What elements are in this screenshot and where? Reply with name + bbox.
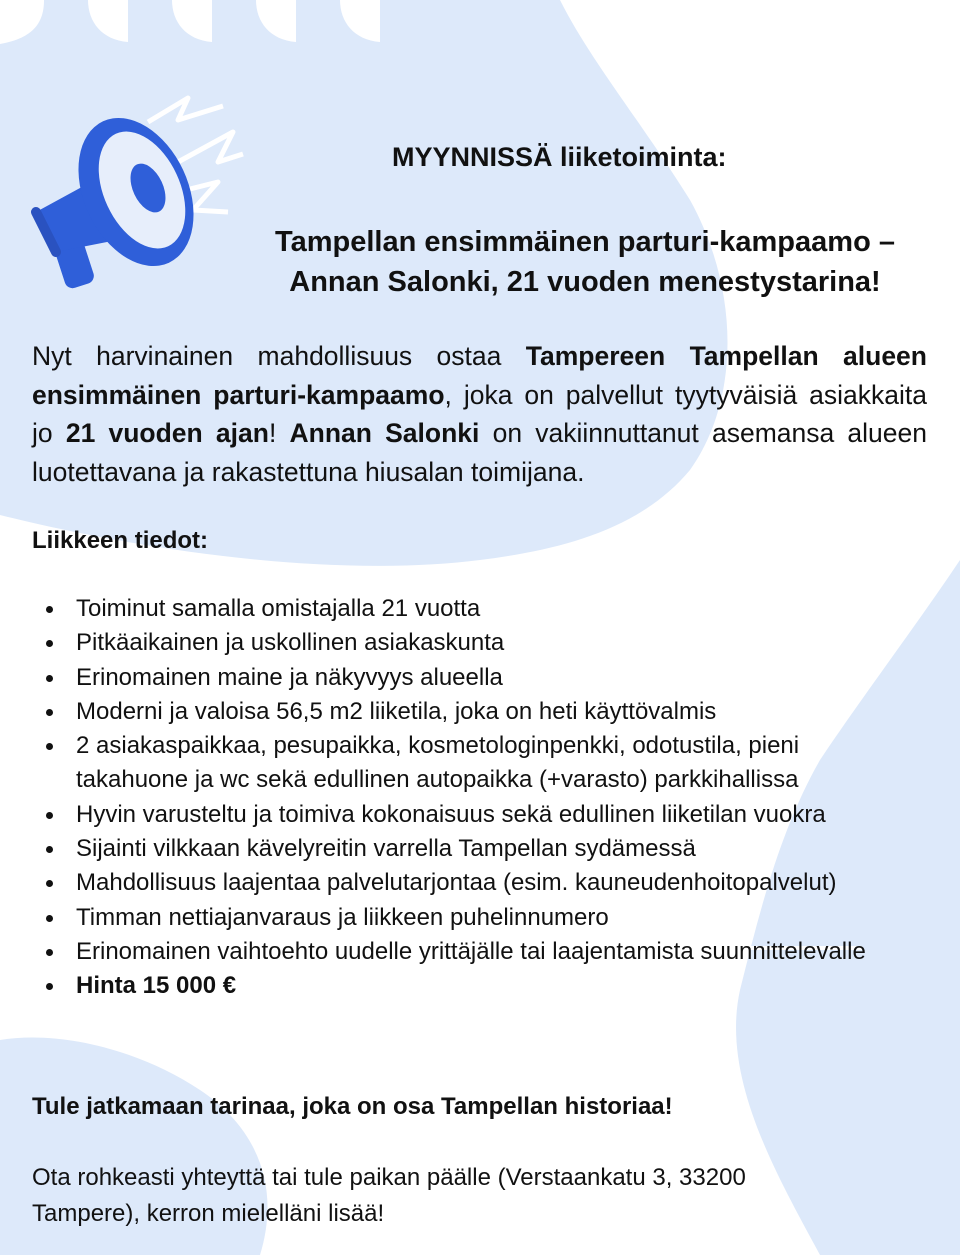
intro-text-2: , joka on palvellut tyytyväisiä asiakkaita jo <box>32 379 927 448</box>
contact-line-2: Tampere), kerron mielelläni lisää! <box>32 1200 385 1227</box>
page-title: MYYNNISSÄ liiketoiminta: <box>392 142 727 172</box>
list-item: Erinomainen maine ja näkyvyys alueella <box>32 661 912 695</box>
price-item: Hinta 15 000 € <box>32 969 912 1003</box>
intro-text-4: on vakiinnuttanut asemansa alueen luotettavana ja rakastettuna hiusalan toimijana. <box>32 418 927 487</box>
contact-text <box>32 1160 852 1232</box>
list-item: Moderni ja valoisa 56,5 m2 liiketila, joka on heti käyttövalmis <box>32 695 912 729</box>
list-item: Pitkäaikainen ja uskollinen asiakaskunta <box>32 626 912 660</box>
list-item: Sijainti vilkkaan kävelyreitin varrella Tampellan sydämessä <box>32 832 912 866</box>
features-list <box>32 592 912 1004</box>
megaphone-icon <box>28 92 248 302</box>
intro-bold-1: Tampereen Tampellan alueen ensimmäinen parturi-kampaamo <box>32 341 927 410</box>
subtitle-line-1: Tampellan ensimmäinen parturi-kampaamo – <box>275 226 895 258</box>
intro-paragraph <box>32 337 927 491</box>
call-to-action: Tule jatkamaan tarinaa, joka on osa Tampellan historiaa! <box>32 1093 673 1120</box>
subtitle-line-2: Annan Salonki, 21 vuoden menestystarina! <box>289 266 881 298</box>
contact-line-1: Ota rohkeasti yhteyttä tai tule paikan päälle (Verstaankatu 3, 33200 <box>32 1164 746 1191</box>
list-item: Mahdollisuus laajentaa palvelutarjontaa (esim. kauneudenhoitopalvelut) <box>32 866 912 900</box>
list-item: Toiminut samalla omistajalla 21 vuotta <box>32 592 912 626</box>
page-subtitle <box>240 222 930 302</box>
intro-bold-3: Annan Salonki <box>289 418 480 448</box>
details-heading: Liikkeen tiedot: <box>32 527 209 554</box>
intro-text-1: Nyt harvinainen mahdollisuus ostaa <box>32 341 526 371</box>
list-item: Timman nettiajanvaraus ja liikkeen puhelinnumero <box>32 901 912 935</box>
list-item: Hyvin varusteltu ja toimiva kokonaisuus sekä edullinen liiketilan vuokra <box>32 798 912 832</box>
intro-bold-2: 21 vuoden ajan <box>65 418 269 448</box>
intro-text-3: ! <box>268 418 290 448</box>
list-item: Erinomainen vaihtoehto uudelle yrittäjälle tai laajentamista suunnittelevalle <box>32 935 912 969</box>
list-item: 2 asiakaspaikkaa, pesupaikka, kosmetologinpenkki, odotustila, pieni takahuone ja wc sekä edullinen autopaikka (+varasto) parkkihallissa <box>32 729 912 798</box>
